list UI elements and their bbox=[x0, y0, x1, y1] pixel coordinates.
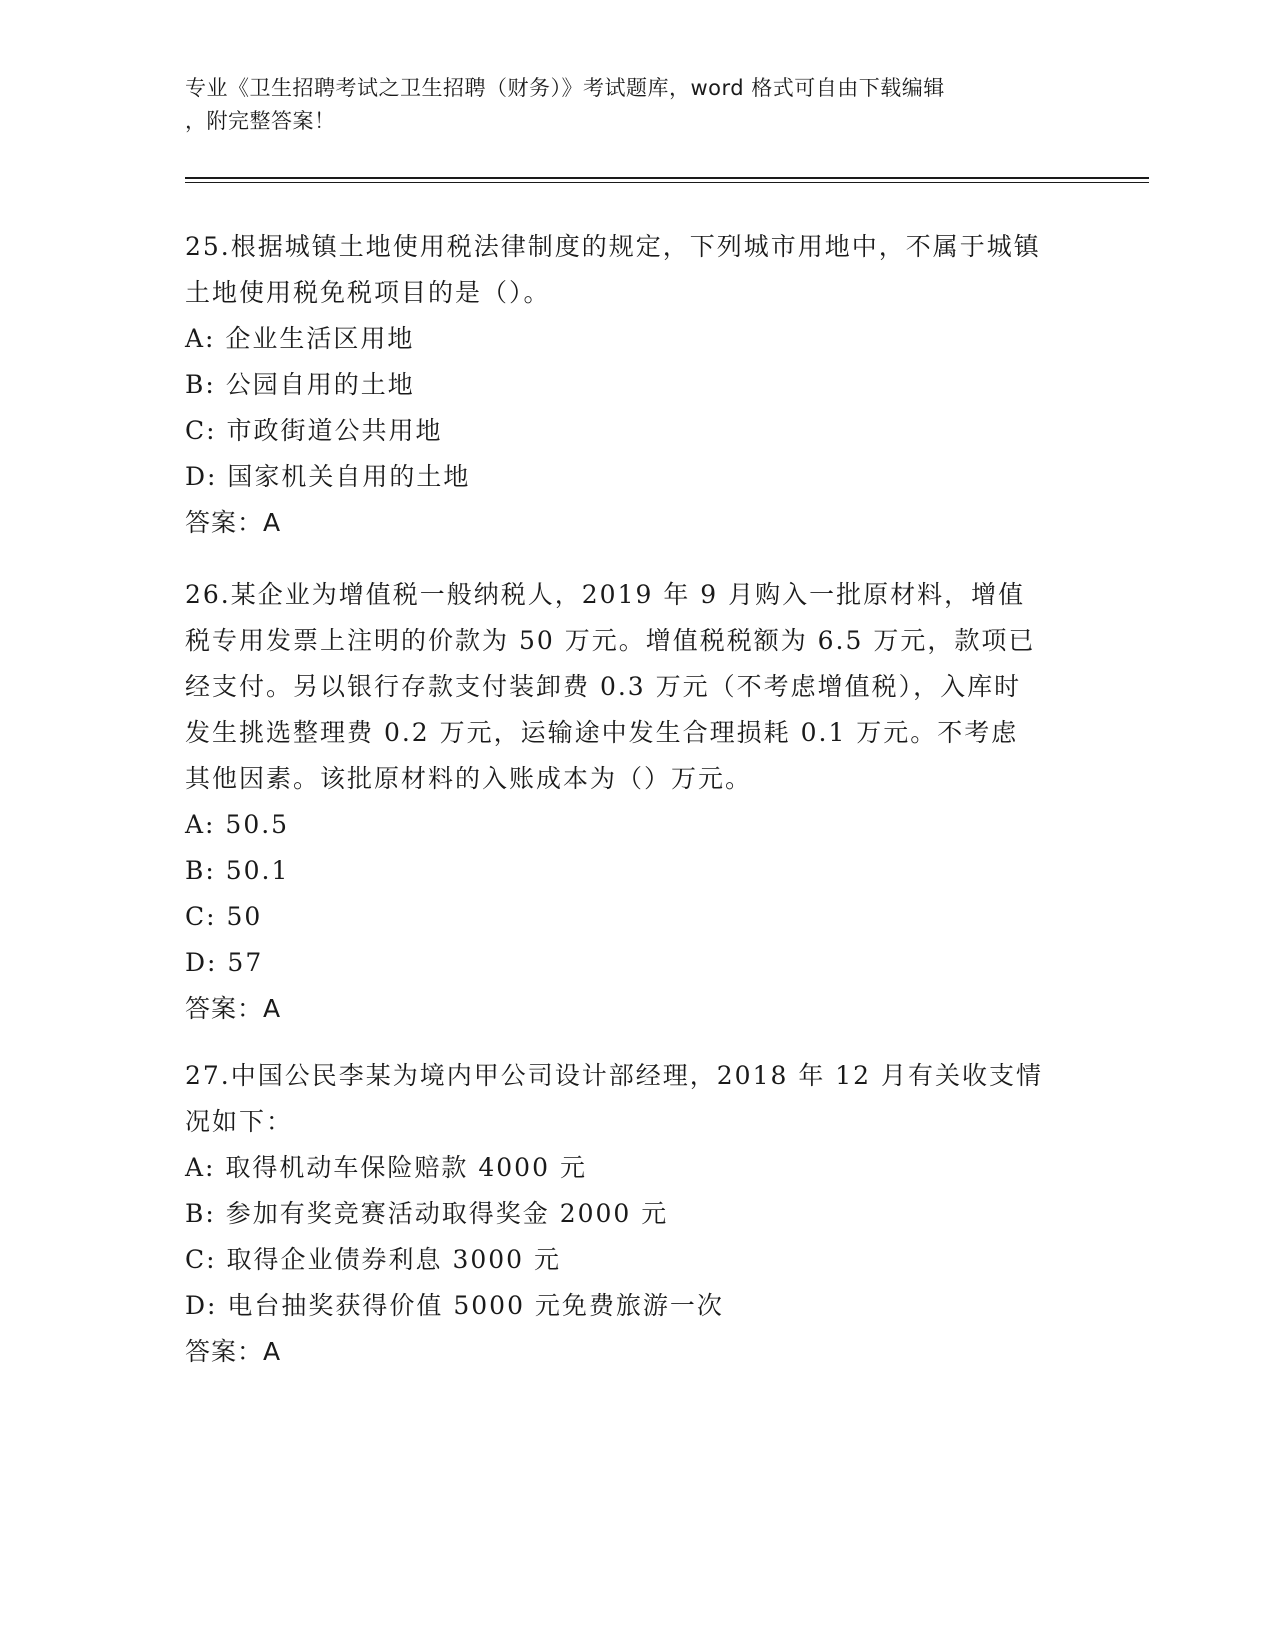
option-d: D: 国家机关自用的土地 bbox=[185, 462, 471, 491]
option-c: C: 50 bbox=[185, 902, 263, 931]
question-stem: 26.某企业为增值税一般纳税人，2019 年 9 月购入一批原材料，增值税专用发票上注明的价款为 50 万元。增值税税额为 6.5 万元，款项已经支付。另以银行存款支付装卸费 0.3 万元（不考虑增值税），入库时发生挑选整理费 0.2 万元，运输途中发生合理损耗 0.1 万元。不考虑其他因素。该批原材料的入账成本为（）万元。 bbox=[185, 580, 1036, 793]
header-line-1: 专业《卫生招聘考试之卫生招聘（财务）》考试题库，word 格式可自由下载编辑 bbox=[185, 76, 945, 100]
answer: 答案：A bbox=[185, 508, 282, 537]
header-divider-thin bbox=[185, 182, 1149, 183]
question-26 bbox=[185, 572, 1085, 1032]
header-divider bbox=[185, 177, 1149, 179]
option-c: C: 取得企业债券利息 3000 元 bbox=[185, 1245, 562, 1274]
answer: 答案：A bbox=[185, 994, 282, 1023]
option-d: D: 57 bbox=[185, 948, 264, 977]
option-b: B: 50.1 bbox=[185, 856, 290, 885]
option-d: D: 电台抽奖获得价值 5000 元免费旅游一次 bbox=[185, 1291, 724, 1320]
document-header bbox=[185, 72, 1085, 138]
question-27 bbox=[185, 1053, 1085, 1375]
option-b: B: 公园自用的土地 bbox=[185, 370, 415, 399]
question-stem: 25.根据城镇土地使用税法律制度的规定，下列城市用地中，不属于城镇土地使用税免税项目的是（）。 bbox=[185, 232, 1041, 307]
question-stem: 27.中国公民李某为境内甲公司设计部经理，2018 年 12 月有关收支情况如下： bbox=[185, 1061, 1044, 1136]
option-b: B: 参加有奖竞赛活动取得奖金 2000 元 bbox=[185, 1199, 669, 1228]
option-a: A: 50.5 bbox=[185, 810, 290, 839]
option-a: A: 取得机动车保险赔款 4000 元 bbox=[185, 1153, 587, 1182]
option-a: A: 企业生活区用地 bbox=[185, 324, 415, 353]
question-25 bbox=[185, 224, 1085, 546]
answer: 答案：A bbox=[185, 1337, 282, 1366]
header-line-2: ，附完整答案！ bbox=[185, 109, 336, 133]
option-c: C: 市政街道公共用地 bbox=[185, 416, 443, 445]
